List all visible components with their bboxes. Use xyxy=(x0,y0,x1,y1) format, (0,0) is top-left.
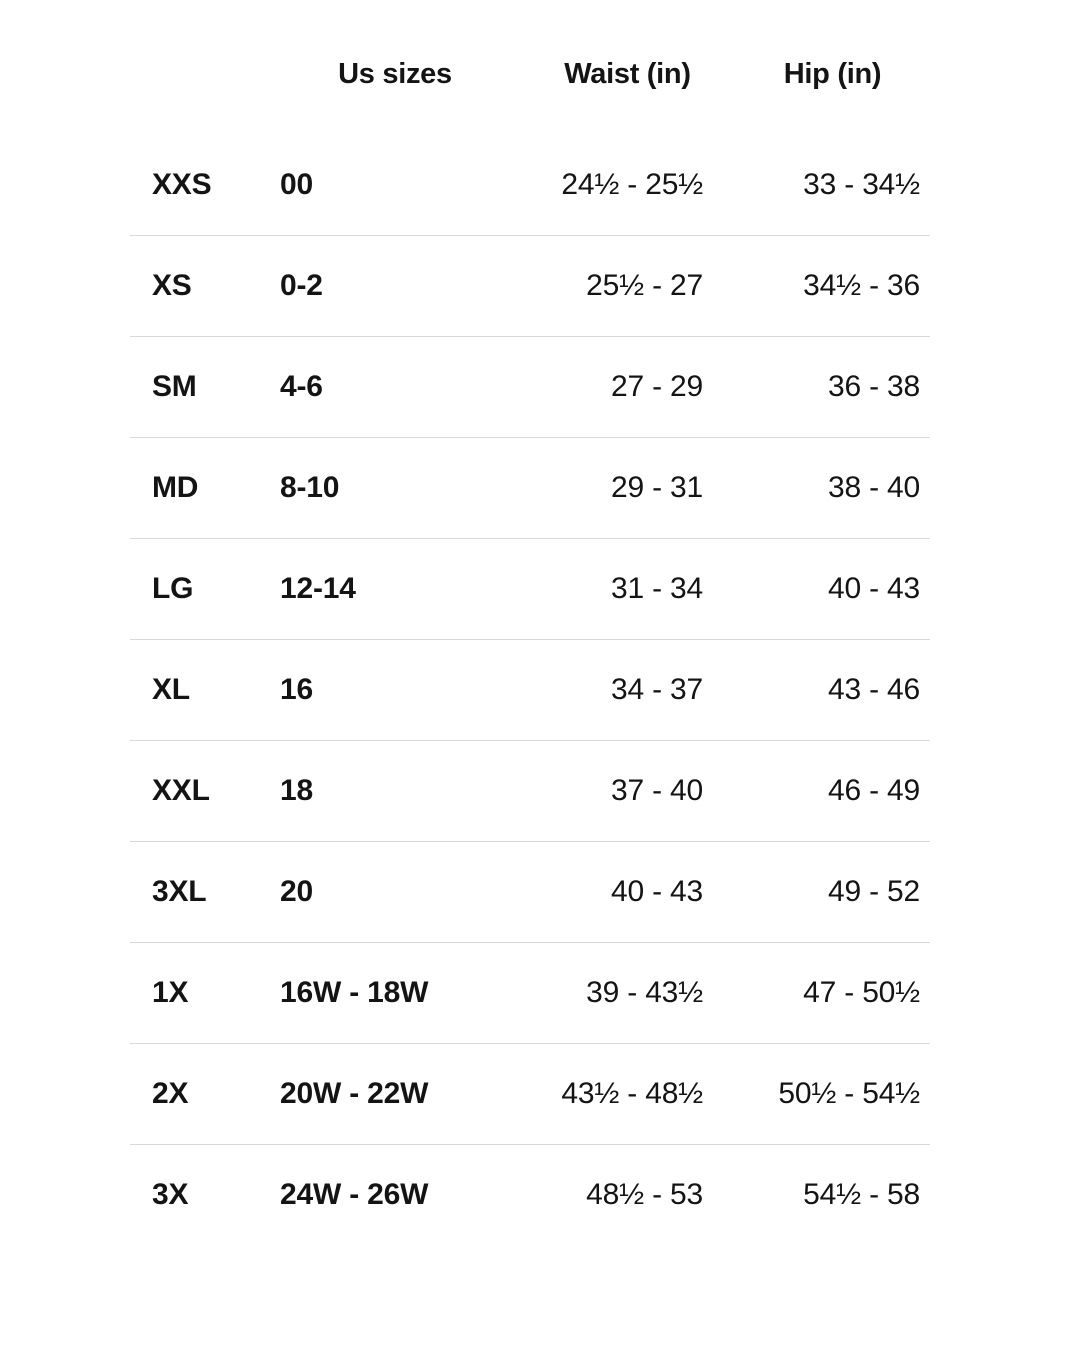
cell-us: 00 xyxy=(280,168,313,201)
cell-waist: 48½ - 53 xyxy=(520,1145,735,1246)
table-row xyxy=(130,135,930,236)
cell-us: 16W - 18W xyxy=(270,943,520,1044)
cell-hip: 54½ - 58 xyxy=(735,1145,930,1246)
cell-waist: 24½ - 25½ xyxy=(561,168,703,201)
cell-hip: 34½ - 36 xyxy=(735,236,930,337)
cell-us: 4-6 xyxy=(270,337,520,438)
column-header-us-sizes: Us sizes xyxy=(338,58,452,90)
cell-us: 0-2 xyxy=(270,236,520,337)
table-body xyxy=(130,135,930,1245)
cell-size: 3XL xyxy=(130,842,270,943)
cell-us: 8-10 xyxy=(270,438,520,539)
cell-size: 2X xyxy=(130,1044,270,1145)
cell-hip: 46 - 49 xyxy=(735,741,930,842)
cell-hip: 43 - 46 xyxy=(735,640,930,741)
cell-size: 1X xyxy=(130,943,270,1044)
cell-waist: 37 - 40 xyxy=(520,741,735,842)
table-row xyxy=(130,640,930,741)
table-row xyxy=(130,741,930,842)
cell-size: 3X xyxy=(130,1145,270,1246)
table-row xyxy=(130,236,930,337)
cell-waist: 40 - 43 xyxy=(520,842,735,943)
cell-waist: 43½ - 48½ xyxy=(520,1044,735,1145)
cell-waist: 29 - 31 xyxy=(520,438,735,539)
table-row xyxy=(130,539,930,640)
cell-size: MD xyxy=(130,438,270,539)
cell-waist: 34 - 37 xyxy=(520,640,735,741)
header-row xyxy=(130,0,930,135)
cell-hip: 47 - 50½ xyxy=(735,943,930,1044)
column-header-waist: Waist (in) xyxy=(564,58,691,90)
table-row xyxy=(130,1145,930,1246)
cell-waist: 25½ - 27 xyxy=(520,236,735,337)
cell-hip: 38 - 40 xyxy=(735,438,930,539)
cell-us: 16 xyxy=(270,640,520,741)
table-row xyxy=(130,1044,930,1145)
cell-hip: 50½ - 54½ xyxy=(735,1044,930,1145)
cell-us: 20W - 22W xyxy=(270,1044,520,1145)
cell-waist: 39 - 43½ xyxy=(520,943,735,1044)
column-header-hip: Hip (in) xyxy=(783,58,882,90)
cell-us: 24W - 26W xyxy=(270,1145,520,1246)
cell-size: XXL xyxy=(130,741,270,842)
cell-size: XS xyxy=(130,236,270,337)
cell-size: LG xyxy=(130,539,270,640)
cell-size: SM xyxy=(130,337,270,438)
cell-us: 18 xyxy=(270,741,520,842)
column-header-size xyxy=(130,0,270,135)
table-row xyxy=(130,943,930,1044)
cell-us: 12-14 xyxy=(270,539,520,640)
cell-hip: 33 - 34½ xyxy=(803,168,920,201)
cell-hip: 40 - 43 xyxy=(735,539,930,640)
table-header xyxy=(130,0,930,135)
cell-hip: 36 - 38 xyxy=(735,337,930,438)
table-row xyxy=(130,438,930,539)
table-row xyxy=(130,337,930,438)
size-chart-table xyxy=(130,0,930,1245)
cell-waist: 27 - 29 xyxy=(520,337,735,438)
cell-waist: 31 - 34 xyxy=(520,539,735,640)
table-row xyxy=(130,842,930,943)
cell-hip: 49 - 52 xyxy=(735,842,930,943)
cell-us: 20 xyxy=(270,842,520,943)
cell-size: XL xyxy=(130,640,270,741)
cell-size: XXS xyxy=(152,168,212,201)
